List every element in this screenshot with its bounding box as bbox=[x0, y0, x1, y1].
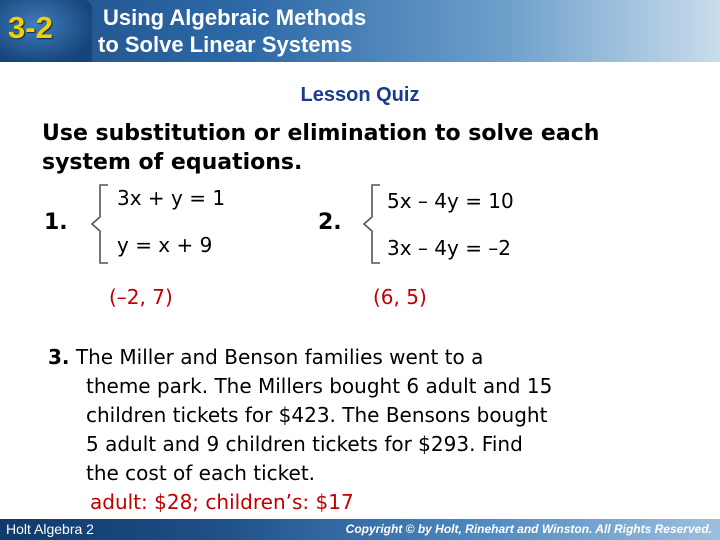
footer-book-title: Holt Algebra 2 bbox=[6, 521, 94, 537]
problem-3-number: 3. bbox=[48, 345, 70, 369]
problem-2-number: 2. bbox=[318, 210, 342, 235]
problem-3 bbox=[48, 343, 688, 517]
problem-2-equation-1: 5x – 4y = 10 bbox=[387, 189, 514, 213]
problem-3-line-1: The Miller and Benson families went to a bbox=[75, 345, 484, 369]
problem-1-equation-2: y = x + 9 bbox=[117, 233, 213, 257]
lesson-number: 3-2 bbox=[8, 10, 53, 45]
footer-copyright: Copyright © by Holt, Rinehart and Winston. All Rights Reserved. bbox=[345, 522, 712, 536]
lesson-badge bbox=[0, 0, 92, 62]
problem-2-answer: (6, 5) bbox=[373, 285, 427, 309]
problem-2-equation-2: 3x – 4y = –2 bbox=[387, 236, 512, 260]
problem-3-line-4: 5 adult and 9 children tickets for $293. Find bbox=[86, 432, 523, 456]
problem-1-number: 1. bbox=[44, 210, 68, 235]
footer-bar bbox=[0, 519, 720, 540]
instructions-text: Use substitution or elimination to solve each system of equations. bbox=[42, 121, 600, 175]
problem-3-line-3: children tickets for $423. The Bensons bought bbox=[86, 403, 548, 427]
header-banner bbox=[0, 0, 720, 62]
problem-2-brace-icon bbox=[360, 183, 384, 265]
lesson-title-line2: to Solve Linear Systems bbox=[98, 32, 353, 57]
lesson-title-line1: Using Algebraic Methods bbox=[103, 5, 367, 30]
problem-1-brace-icon bbox=[88, 183, 112, 265]
problem-3-line-5: the cost of each ticket. bbox=[86, 461, 316, 485]
lesson-title bbox=[98, 4, 366, 58]
problem-3-line-2: theme park. The Millers bought 6 adult and 15 bbox=[86, 374, 553, 398]
section-title: Lesson Quiz bbox=[300, 84, 420, 106]
problem-1-answer: (–2, 7) bbox=[109, 285, 173, 309]
problem-3-answer: adult: $28; children’s: $17 bbox=[90, 490, 354, 514]
problem-3-first-line bbox=[48, 343, 688, 372]
problem-1-equation-1: 3x + y = 1 bbox=[117, 186, 226, 210]
